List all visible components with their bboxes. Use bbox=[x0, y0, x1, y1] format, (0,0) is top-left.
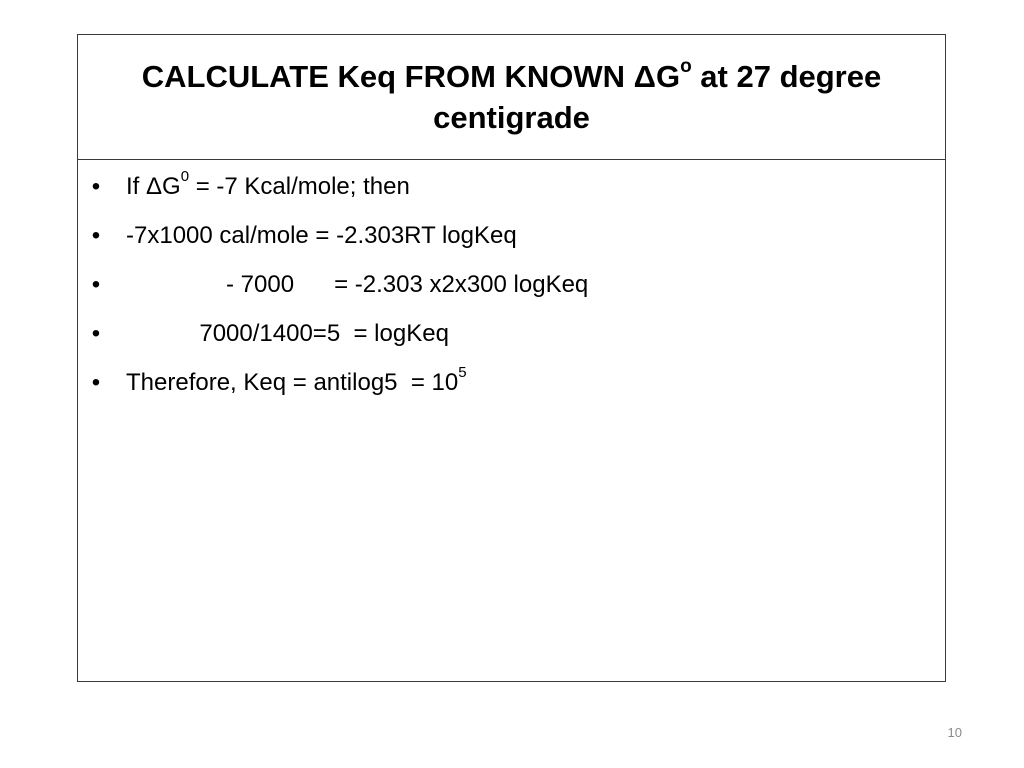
bullet-text: If ΔG bbox=[126, 173, 181, 200]
bullet-dot-icon: • bbox=[91, 369, 101, 396]
bullet-text: 7000/1400=5 = logKeq bbox=[126, 320, 449, 347]
bullet-item bbox=[78, 319, 945, 348]
bullet-dot-icon: • bbox=[91, 320, 101, 347]
bullet-item bbox=[78, 270, 945, 299]
bullet-dot-icon: • bbox=[91, 173, 101, 200]
bullet-dot-icon: • bbox=[91, 271, 101, 298]
title-superscript: o bbox=[680, 55, 692, 77]
title-box bbox=[77, 34, 946, 160]
title-text-main: CALCULATE Keq FROM KNOWN ΔG bbox=[141, 59, 681, 94]
bullet-text-rest: = -7 Kcal/mole; then bbox=[189, 173, 410, 200]
bullet-item bbox=[78, 221, 945, 250]
bullet-list bbox=[78, 160, 945, 397]
bullet-text: - 7000 = -2.303 x2x300 logKeq bbox=[126, 271, 589, 298]
bullet-superscript: 5 bbox=[458, 364, 467, 381]
bullet-text: Therefore, Keq = antilog5 = 10 bbox=[126, 369, 459, 396]
bullet-item bbox=[78, 364, 945, 397]
bullet-superscript: 0 bbox=[180, 168, 190, 185]
content-box bbox=[77, 160, 946, 682]
slide-title bbox=[78, 56, 945, 138]
bullet-text: -7x1000 cal/mole = -2.303RT logKeq bbox=[126, 222, 517, 249]
bullet-dot-icon: • bbox=[91, 222, 101, 249]
bullet-item bbox=[78, 168, 945, 201]
page-number: 10 bbox=[947, 725, 962, 740]
title-text-rest: at 27 degree centigrade bbox=[433, 59, 882, 135]
